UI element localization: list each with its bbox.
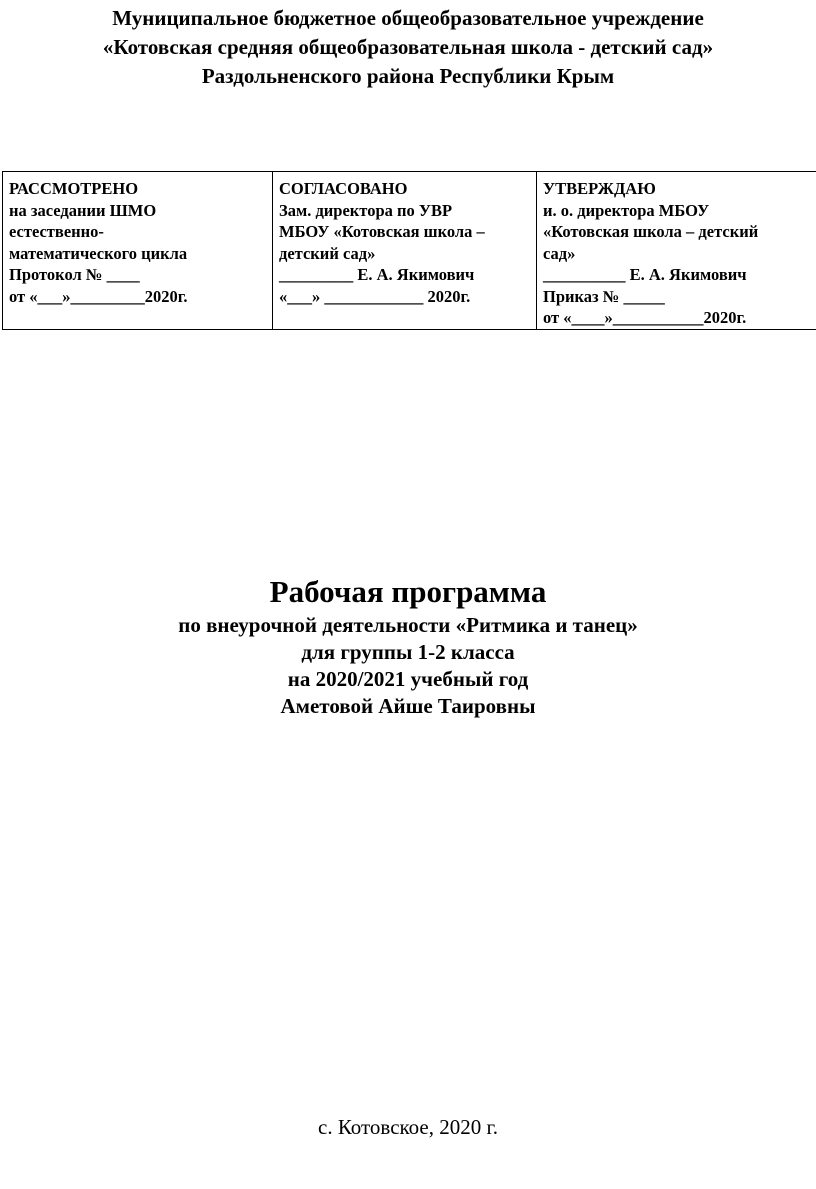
approved-line: «Котовская школа – детский [543,222,759,241]
agreed-line: _________ Е. А. Якимович [279,265,475,284]
agreed-cell [273,172,537,330]
approved-line: Приказ № _____ [543,286,665,306]
agreed-title: СОГЛАСОВАНО [279,179,408,198]
considered-line: от «___»_________2020г. [9,286,188,306]
considered-line: естественно- [9,222,104,241]
program-subject: по внеурочной деятельности «Ритмика и танец» [178,613,638,637]
program-title-block [0,572,816,720]
approved-line: и. о. директора МБОУ [543,200,710,220]
approval-table [2,171,816,330]
agreed-line: Зам. директора по УВР [279,200,453,220]
approval-row [3,172,816,330]
approved-line: __________ Е. А. Якимович [543,265,747,284]
place-and-year: с. Котовское, 2020 г. [318,1115,498,1139]
institution-header [0,4,816,91]
agreed-line: детский сад» [279,243,376,263]
considered-line: математического цикла [9,243,188,263]
document-title: Рабочая программа [269,574,547,609]
considered-line: на заседании ШМО [9,200,157,220]
institution-name-line-3: Раздольненского района Республики Крым [201,64,615,88]
institution-name-line-1: Муниципальное бюджетное общеобразовательное учреждение [112,6,704,30]
considered-title: РАССМОТРЕНО [9,179,139,198]
approved-line: сад» [543,243,576,263]
approved-title: УТВЕРЖДАЮ [543,179,656,198]
approved-line: от «____»___________2020г. [543,308,747,327]
approved-cell [537,172,816,330]
considered-line: Протокол № ____ [9,265,140,284]
agreed-line: МБОУ «Котовская школа – [279,222,485,241]
program-author: Аметовой Айше Таировны [280,694,536,718]
considered-cell [3,172,273,330]
program-academic-year: на 2020/2021 учебный год [287,667,529,691]
program-group: для группы 1-2 класса [301,640,515,664]
agreed-line: «___» ____________ 2020г. [279,286,471,306]
institution-name-line-2: «Котовская средняя общеобразовательная школа - детский сад» [102,35,714,59]
